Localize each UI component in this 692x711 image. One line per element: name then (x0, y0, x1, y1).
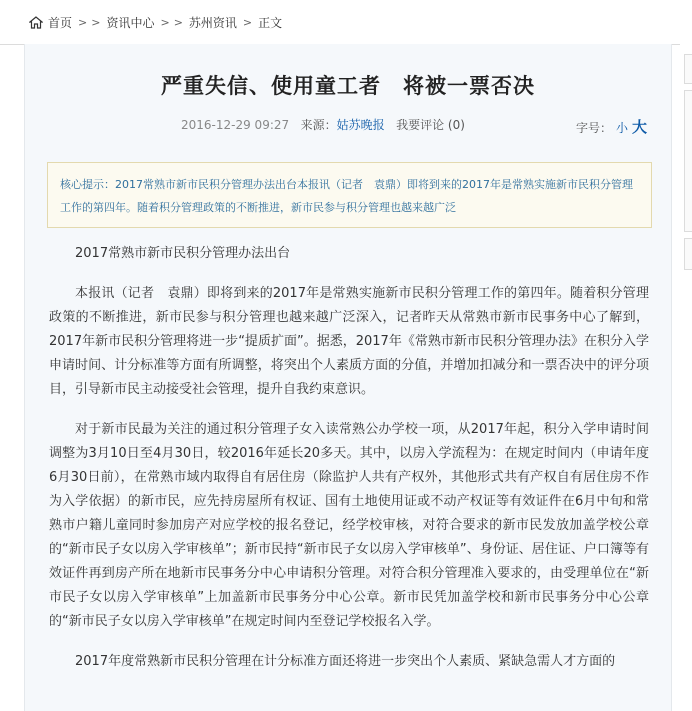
comment-count[interactable]: (0) (447, 118, 465, 132)
chevron-right-icon: > (91, 15, 101, 29)
article-paragraph: 2017常熟市新市民积分管理办法出台 (75, 246, 291, 261)
breadcrumb-news-center-link[interactable]: 资讯中心 (106, 15, 155, 30)
font-size-control (576, 116, 647, 137)
font-size-label: 字号： (575, 121, 612, 135)
chevron-right-icon: > (173, 15, 183, 29)
article-meta (181, 116, 465, 133)
sidebar-panel-edge (684, 90, 692, 232)
font-small-button[interactable]: 小 (615, 121, 628, 135)
article-container (24, 44, 672, 711)
sidebar-panel-edge (684, 54, 692, 84)
chevron-right-icon: > (160, 15, 170, 29)
font-big-button[interactable]: 大 (631, 118, 647, 136)
breadcrumb (0, 0, 680, 45)
summary-box: 核心提示：2017常熟市新市民积分管理办法出台本报讯（记者 袁鼎）即将到来的2017年是常熟实施新市民积分管理工作的第四年。随着积分管理政策的不断推进，新市民参与积分管理也越来越广泛 (47, 162, 652, 228)
breadcrumb-suzhou-news-link[interactable]: 苏州资讯 (188, 15, 237, 30)
right-sidebar-edge (684, 0, 692, 711)
article-paragraph: 本报讯（记者 袁鼎）即将到来的2017年是常熟实施新市民积分管理工作的第四年。随着积分管理政策的不断推进，新市民参与积分管理也越来越广泛深入，记者昨天从常熟市新市民事务中心了解到，2017年新市民积分管理将进一步“提质扩面”。据悉，2017年《常熟市新市民积分管理办法》在积分入学申请时间、计分标准等方面有所调整，将突出个人素质方面的分值，并增加扣减分和一票否决中的评分项目，引导新市民主动接受社会管理，提升自我约束意识。 (49, 286, 649, 397)
chevron-right-icon: > (78, 15, 88, 29)
article-title: 严重失信、使用童工者 将被一票否决 (161, 73, 535, 98)
article-paragraph: 2017年度常熟新市民积分管理在计分标准方面还将进一步突出个人素质、紧缺急需人才方面的 (75, 654, 616, 669)
sidebar-panel-edge (684, 238, 692, 270)
publish-date: 2016-12-29 09:27 (181, 118, 290, 132)
article-paragraph: 对于新市民最为关注的通过积分管理子女入读常熟公办学校一项，从2017年起，积分入学申请时间调整为3月10日至4月30日，较2016年延长20多天。其中，以房入学流程为：在规定时间内（申请年度6月30日前），在常熟市域内取得自有居住房（除监护人共有产权外，其他形式共有产权自有居住房不作为入学依据）的新市民，应先持房屋所有权证、国有土地使用证或不动产权证等有效证件在6月中旬和常熟市户籍儿童同时参加房产对应学校的报名登记，经学校审核，对符合要求的新市民发放加盖学校公章的“新市民子女以房入学审核单”；新市民持“新市民子女以房入学审核单”、身份证、居住证、户口簿等有效证件再到房产所在地新市民事务分中心申请积分管理。对符合积分管理准入要求的，由受理单位在“新市民子女以房入学审核单”上加盖新市民事务分中心公章。新市民凭加盖学校和新市民事务分中心公章的“新市民子女以房入学审核单”在规定时间内至登记学校报名入学。 (49, 422, 649, 629)
breadcrumb-current: 正文 (258, 15, 283, 30)
chevron-right-icon: > (242, 15, 253, 29)
breadcrumb-home-link[interactable]: 首页 (48, 15, 73, 30)
home-icon[interactable] (28, 14, 44, 30)
article-body (49, 242, 649, 690)
source-link[interactable]: 姑苏晚报 (336, 118, 385, 132)
source-label: 来源： (300, 118, 337, 132)
comment-link[interactable]: 我要评论 (396, 118, 445, 132)
